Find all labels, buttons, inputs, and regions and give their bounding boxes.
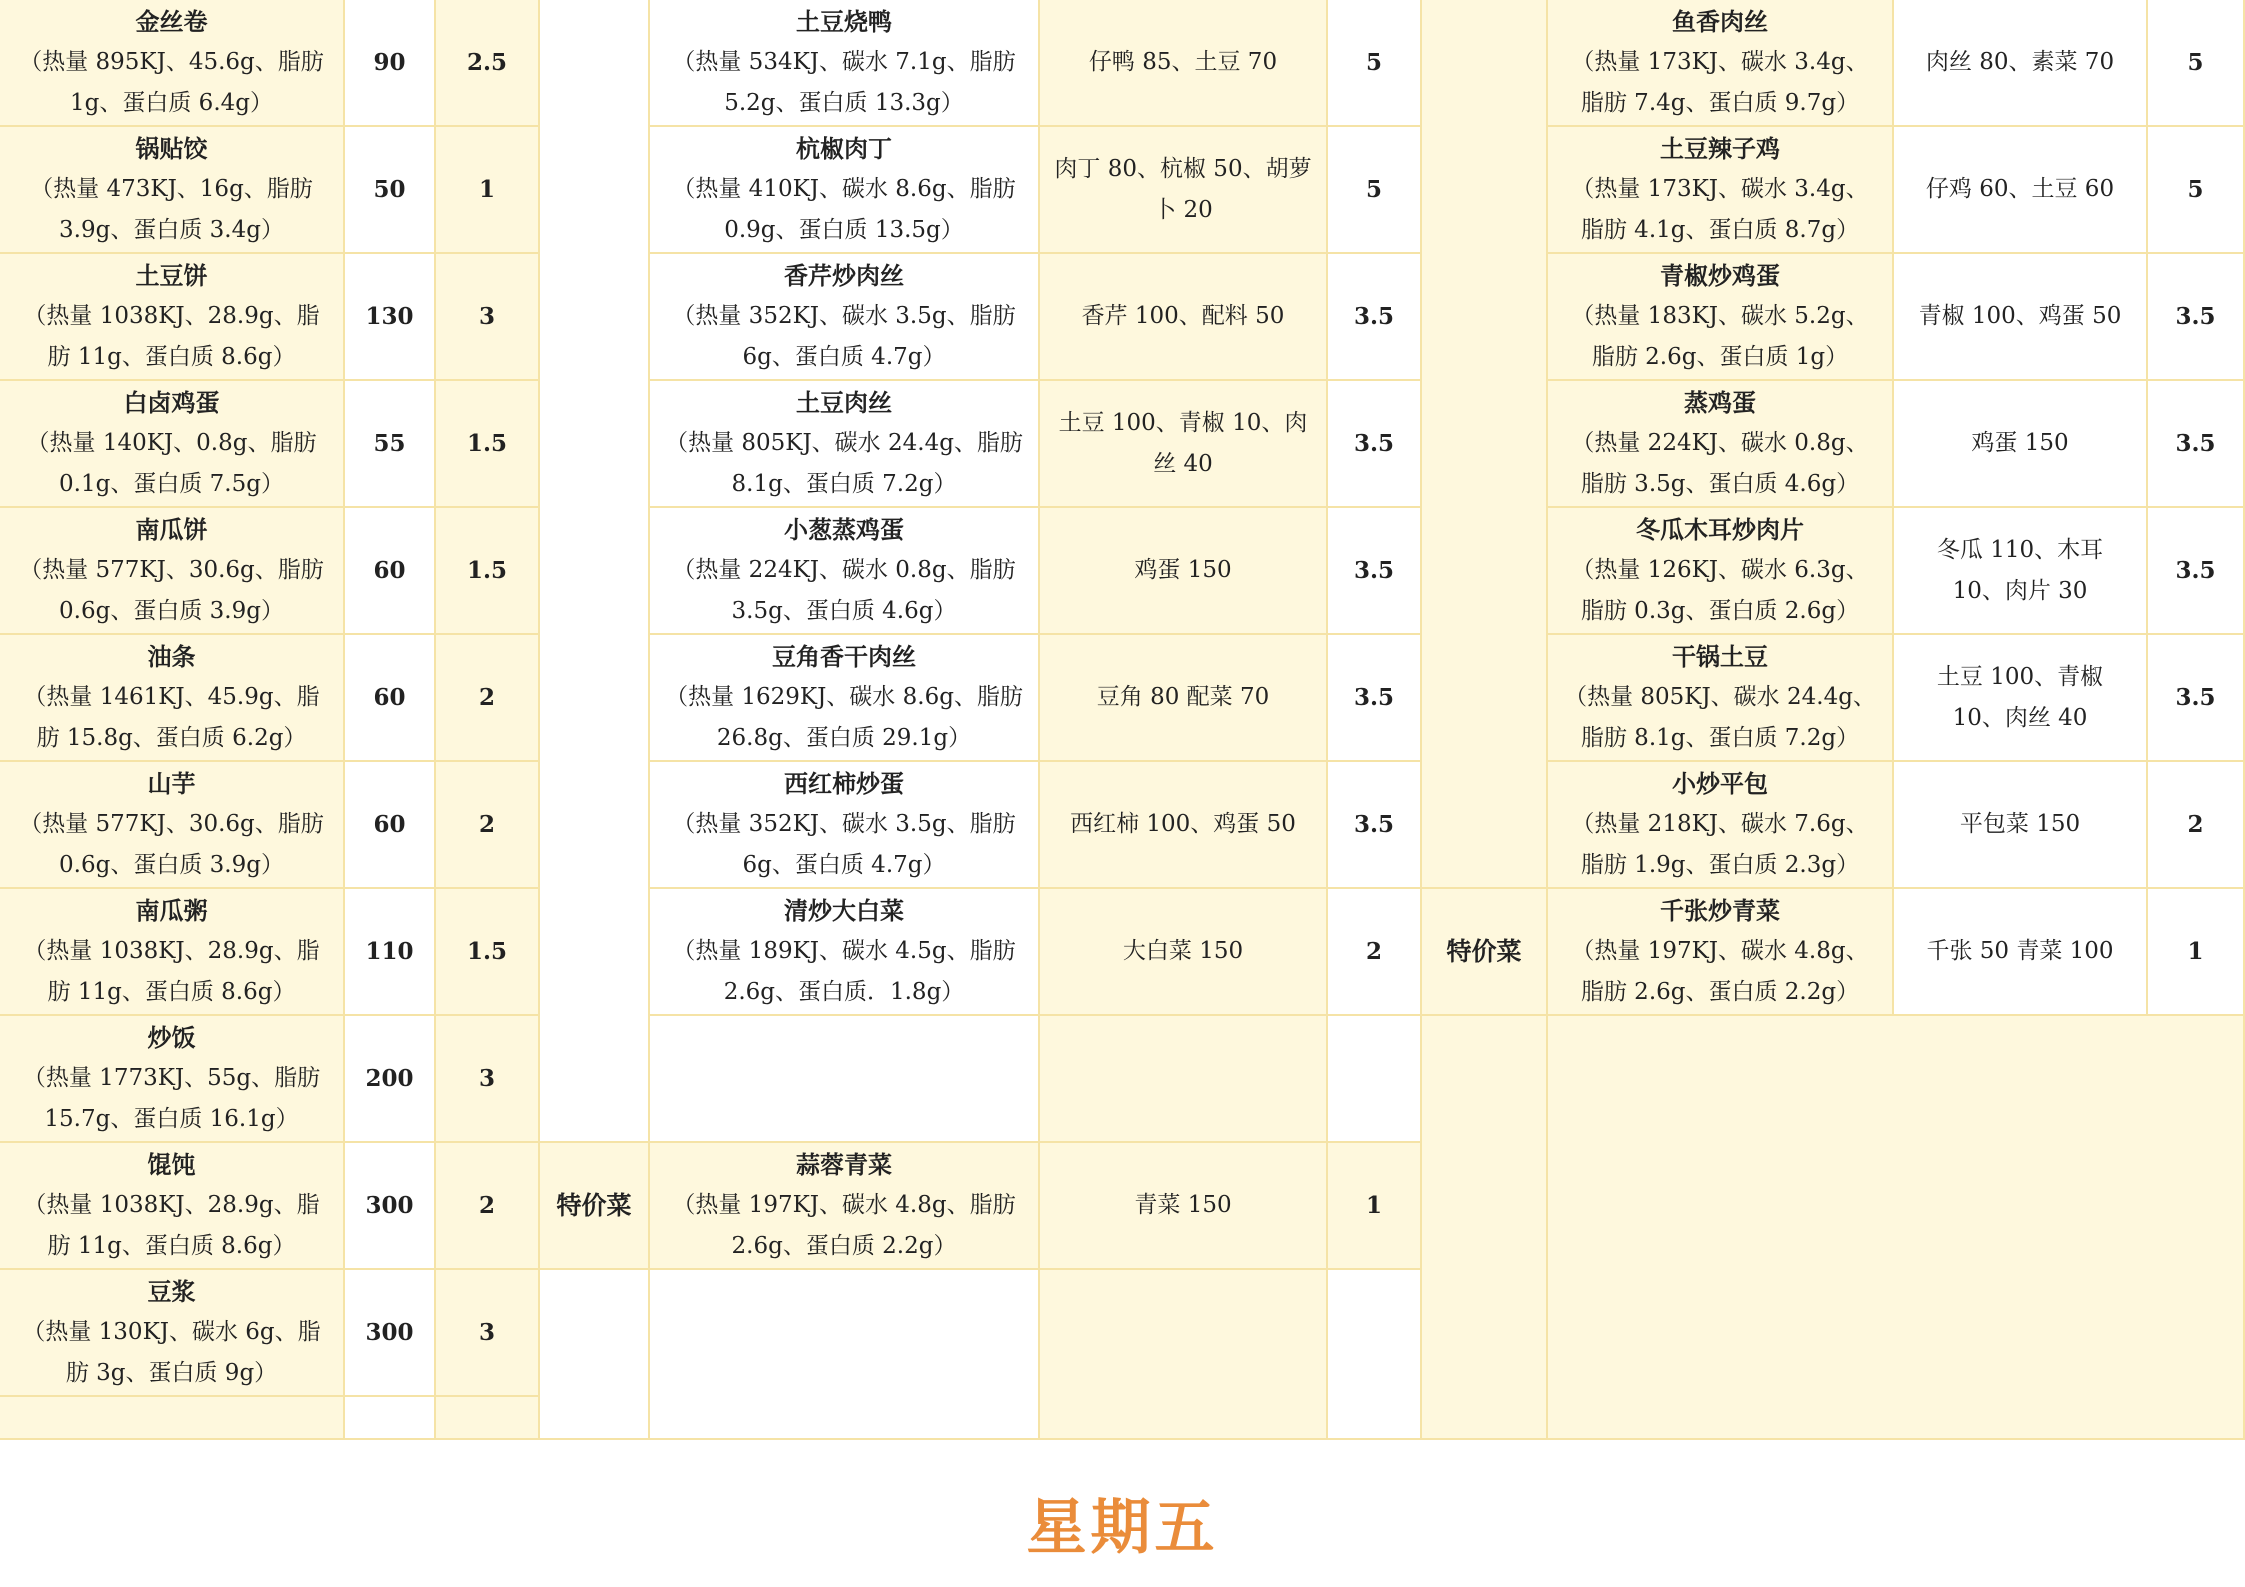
price-value: 3.5 [2175, 557, 2216, 584]
ingredient-cell [1040, 635, 1328, 762]
price-cell [2148, 254, 2245, 381]
weight-value: 200 [365, 1065, 414, 1092]
price-value: 3.5 [1353, 303, 1394, 330]
weight-value: 300 [365, 1319, 414, 1346]
ingredient-cell [1894, 762, 2148, 889]
dish-cell [650, 635, 1040, 762]
price-cell [436, 889, 540, 1016]
dish-cell [0, 0, 345, 127]
price-value: 3.5 [1353, 811, 1394, 838]
dish-nutrition: （热量 183KJ、碳水 5.2g、脂肪 2.6g、蛋白质 1g） [1571, 303, 1869, 370]
weight-cell [345, 889, 436, 1016]
empty-cell [0, 1397, 345, 1440]
dish-cell [1548, 254, 1894, 381]
dish-cell [0, 381, 345, 508]
price-cell [436, 1270, 540, 1397]
price-cell [436, 381, 540, 508]
dish-name: 青椒炒鸡蛋 [1660, 261, 1780, 290]
ingredient-text: 香芹 100、配料 50 [1081, 303, 1285, 329]
price-value: 1 [2187, 938, 2204, 965]
dish-name: 白卤鸡蛋 [123, 388, 220, 417]
ingredient-cell [1894, 0, 2148, 127]
ingredient-text: 土豆 100、青椒 10、肉丝 40 [1058, 409, 1308, 477]
weight-cell [345, 381, 436, 508]
dish-nutrition: （热量 473KJ、16g、脂肪 3.9g、蛋白质 3.4g） [30, 176, 313, 243]
weight-cell [345, 762, 436, 889]
price-value: 1 [1365, 1192, 1382, 1219]
price-value: 2.5 [466, 49, 507, 76]
dish-nutrition: （热量 126KJ、碳水 6.3g、脂肪 0.3g、蛋白质 2.6g） [1571, 557, 1869, 624]
price-value: 3.5 [2175, 303, 2216, 330]
dish-nutrition: （热量 224KJ、碳水 0.8g、脂肪 3.5g、蛋白质 4.6g） [1571, 430, 1869, 497]
weight-value: 55 [373, 430, 406, 457]
dish-name: 南瓜饼 [135, 515, 208, 544]
price-cell [436, 762, 540, 889]
dish-name: 土豆饼 [135, 261, 208, 290]
weight-value: 60 [373, 557, 406, 584]
dish-name: 土豆肉丝 [796, 388, 892, 417]
dish-nutrition: （热量 1038KJ、28.9g、脂肪 11g、蛋白质 8.6g） [23, 938, 320, 1005]
dish-cell [0, 889, 345, 1016]
empty-cell [650, 1270, 1040, 1440]
price-value: 3.5 [1353, 557, 1394, 584]
dish-name: 锅贴饺 [135, 134, 208, 163]
ingredient-text: 仔鸡 60、土豆 60 [1925, 176, 2115, 202]
price-value: 3.5 [1353, 430, 1394, 457]
dish-nutrition: （热量 895KJ、45.6g、脂肪 1g、蛋白质 6.4g） [19, 49, 324, 116]
weight-cell [345, 1016, 436, 1143]
price-cell [436, 0, 540, 127]
ingredient-cell [1040, 0, 1328, 127]
weight-cell [345, 254, 436, 381]
dish-name: 小炒平包 [1672, 769, 1768, 798]
dish-nutrition: （热量 352KJ、碳水 3.5g、脂肪 6g、蛋白质 4.7g） [672, 303, 1016, 370]
special-label-cell [540, 1143, 650, 1270]
special-label-cell [1422, 889, 1548, 1016]
empty-cell [436, 1397, 540, 1440]
label-cell [1422, 1016, 1548, 1440]
ingredient-text: 鸡蛋 150 [1134, 557, 1232, 583]
dish-nutrition: （热量 130KJ、碳水 6g、脂肪 3g、蛋白质 9g） [22, 1319, 321, 1386]
label-cell [540, 0, 650, 1143]
price-value: 5 [2187, 49, 2204, 76]
price-value: 5 [2187, 176, 2204, 203]
dish-cell [1548, 635, 1894, 762]
weight-value: 110 [365, 938, 414, 965]
weight-cell [345, 508, 436, 635]
dish-nutrition: （热量 173KJ、碳水 3.4g、脂肪 7.4g、蛋白质 9.7g） [1571, 49, 1869, 116]
price-cell [1328, 0, 1422, 127]
dish-nutrition: （热量 140KJ、0.8g、脂肪 0.1g、蛋白质 7.5g） [26, 430, 317, 497]
weight-cell [345, 0, 436, 127]
dish-cell [0, 762, 345, 889]
ingredient-cell [1040, 762, 1328, 889]
dish-cell [0, 635, 345, 762]
dish-nutrition: （热量 805KJ、碳水 24.4g、脂肪 8.1g、蛋白质 7.2g） [665, 430, 1023, 497]
dish-nutrition: （热量 189KJ、碳水 4.5g、脂肪 2.6g、蛋白质．1.8g） [672, 938, 1016, 1005]
price-value: 3 [478, 1065, 495, 1092]
ingredient-cell [1040, 508, 1328, 635]
weight-value: 300 [365, 1192, 414, 1219]
dish-name: 小葱蒸鸡蛋 [784, 515, 904, 544]
day-title: 星期五 [1026, 1493, 1219, 1563]
dish-nutrition: （热量 577KJ、30.6g、脂肪 0.6g、蛋白质 3.9g） [19, 811, 324, 878]
weight-cell [345, 635, 436, 762]
price-cell [1328, 1143, 1422, 1270]
price-value: 5 [1365, 176, 1382, 203]
dish-name: 山芋 [147, 769, 196, 798]
ingredient-text: 冬瓜 110、木耳 10、肉片 30 [1936, 536, 2104, 604]
dish-name: 西红柿炒蛋 [784, 769, 904, 798]
weight-value: 90 [373, 49, 406, 76]
empty-cell [1040, 1016, 1328, 1143]
ingredient-text: 大白菜 150 [1122, 938, 1244, 964]
dish-name: 豆浆 [147, 1277, 196, 1306]
price-value: 2 [478, 684, 495, 711]
dish-name: 土豆辣子鸡 [1660, 134, 1780, 163]
dish-cell [0, 1270, 345, 1397]
price-cell [436, 635, 540, 762]
label-cell [1422, 0, 1548, 889]
ingredient-text: 仔鸭 85、土豆 70 [1088, 49, 1278, 75]
dish-cell [1548, 762, 1894, 889]
dish-name: 香芹炒肉丝 [784, 261, 904, 290]
weight-value: 60 [373, 684, 406, 711]
weight-value: 130 [365, 303, 414, 330]
ingredient-text: 豆角 80 配菜 70 [1096, 684, 1270, 710]
dish-nutrition: （热量 218KJ、碳水 7.6g、脂肪 1.9g、蛋白质 2.3g） [1571, 811, 1869, 878]
price-cell [436, 254, 540, 381]
dish-cell [0, 254, 345, 381]
dish-nutrition: （热量 1773KJ、55g、脂肪 15.7g、蛋白质 16.1g） [22, 1065, 321, 1132]
ingredient-cell [1040, 889, 1328, 1016]
dish-cell [1548, 508, 1894, 635]
price-cell [2148, 508, 2245, 635]
price-cell [2148, 127, 2245, 254]
ingredient-cell [1894, 508, 2148, 635]
dish-name: 土豆烧鸭 [796, 7, 892, 36]
price-value: 2 [478, 1192, 495, 1219]
ingredient-cell [1894, 127, 2148, 254]
empty-cell [345, 1397, 436, 1440]
price-value: 3.5 [1353, 684, 1394, 711]
ingredient-cell [1040, 127, 1328, 254]
price-value: 2 [478, 811, 495, 838]
ingredient-cell [1894, 635, 2148, 762]
price-cell [2148, 762, 2245, 889]
price-cell [436, 1143, 540, 1270]
dish-cell [1548, 889, 1894, 1016]
empty-cell [1328, 1016, 1422, 1143]
price-cell [436, 1016, 540, 1143]
price-cell [436, 127, 540, 254]
dish-nutrition: （热量 805KJ、碳水 24.4g、脂肪 8.1g、蛋白质 7.2g） [1564, 684, 1876, 751]
dish-nutrition: （热量 224KJ、碳水 0.8g、脂肪 3.5g、蛋白质 4.6g） [672, 557, 1016, 624]
ingredient-text: 肉丝 80、素菜 70 [1925, 49, 2115, 75]
dish-nutrition: （热量 534KJ、碳水 7.1g、脂肪 5.2g、蛋白质 13.3g） [672, 49, 1016, 116]
empty-cell [540, 1270, 650, 1440]
dish-cell [1548, 127, 1894, 254]
dish-nutrition: （热量 577KJ、30.6g、脂肪 0.6g、蛋白质 3.9g） [19, 557, 324, 624]
dish-name: 炒饭 [147, 1023, 196, 1052]
empty-cell [1328, 1270, 1422, 1440]
price-cell [1328, 381, 1422, 508]
price-value: 3.5 [2175, 430, 2216, 457]
weight-cell [345, 1270, 436, 1397]
ingredient-cell [1040, 254, 1328, 381]
dish-cell [0, 1016, 345, 1143]
dish-name: 馄饨 [147, 1150, 196, 1179]
ingredient-text: 平包菜 150 [1959, 811, 2081, 837]
dish-nutrition: （热量 352KJ、碳水 3.5g、脂肪 6g、蛋白质 4.7g） [672, 811, 1016, 878]
dish-name: 豆角香干肉丝 [772, 642, 916, 671]
ingredient-text: 肉丁 80、杭椒 50、胡萝卜 20 [1054, 155, 1312, 223]
dish-nutrition: （热量 1629KJ、碳水 8.6g、脂肪 26.8g、蛋白质 29.1g） [665, 684, 1023, 751]
dish-name: 南瓜粥 [135, 896, 208, 925]
dish-nutrition: （热量 1038KJ、28.9g、脂肪 11g、蛋白质 8.6g） [23, 303, 320, 370]
weight-value: 60 [373, 811, 406, 838]
dish-name: 杭椒肉丁 [796, 134, 892, 163]
price-value: 3.5 [2175, 684, 2216, 711]
special-label: 特价菜 [1446, 937, 1522, 966]
ingredient-cell [1040, 381, 1328, 508]
ingredient-cell [1894, 381, 2148, 508]
price-cell [1328, 889, 1422, 1016]
dish-name: 油条 [147, 642, 196, 671]
weight-value: 50 [373, 176, 406, 203]
empty-block [1548, 1016, 2245, 1440]
price-cell [1328, 508, 1422, 635]
dish-cell [650, 1143, 1040, 1270]
price-value: 1.5 [466, 430, 507, 457]
ingredient-text: 土豆 100、青椒 10、肉丝 40 [1936, 663, 2104, 731]
ingredient-cell [1894, 254, 2148, 381]
dish-cell [650, 889, 1040, 1016]
dish-name: 鱼香肉丝 [1672, 7, 1768, 36]
price-cell [2148, 889, 2245, 1016]
dish-nutrition: （热量 410KJ、碳水 8.6g、脂肪 0.9g、蛋白质 13.5g） [672, 176, 1016, 243]
ingredient-cell [1040, 1143, 1328, 1270]
dish-nutrition: （热量 1461KJ、45.9g、脂肪 15.8g、蛋白质 6.2g） [23, 684, 320, 751]
dish-name: 千张炒青菜 [1660, 896, 1780, 925]
dish-cell [650, 381, 1040, 508]
ingredient-text: 青椒 100、鸡蛋 50 [1918, 303, 2122, 329]
ingredient-text: 鸡蛋 150 [1971, 430, 2069, 456]
special-label: 特价菜 [556, 1191, 632, 1220]
dish-name: 金丝卷 [135, 7, 208, 36]
dish-cell [1548, 0, 1894, 127]
dish-cell [650, 127, 1040, 254]
weight-cell [345, 127, 436, 254]
ingredient-text: 千张 50 青菜 100 [1926, 938, 2114, 964]
price-cell [1328, 635, 1422, 762]
dish-cell [650, 508, 1040, 635]
dish-name: 蒸鸡蛋 [1684, 388, 1756, 417]
price-value: 2 [1365, 938, 1382, 965]
dish-nutrition: （热量 173KJ、碳水 3.4g、脂肪 4.1g、蛋白质 8.7g） [1571, 176, 1869, 243]
dish-name: 干锅土豆 [1672, 642, 1768, 671]
ingredient-text: 青菜 150 [1134, 1192, 1232, 1218]
dish-nutrition: （热量 1038KJ、28.9g、脂肪 11g、蛋白质 8.6g） [23, 1192, 320, 1259]
dish-cell [0, 127, 345, 254]
price-cell [1328, 127, 1422, 254]
price-value: 1 [478, 176, 495, 203]
dish-name: 蒜蓉青菜 [796, 1150, 892, 1179]
dish-cell [0, 508, 345, 635]
empty-cell [1040, 1270, 1328, 1440]
dish-cell [650, 762, 1040, 889]
price-cell [2148, 635, 2245, 762]
price-value: 5 [1365, 49, 1382, 76]
ingredient-text: 西红柿 100、鸡蛋 50 [1070, 811, 1296, 837]
price-value: 2 [2187, 811, 2204, 838]
price-cell [2148, 381, 2245, 508]
price-cell [2148, 0, 2245, 127]
dish-cell [0, 1143, 345, 1270]
price-value: 1.5 [466, 938, 507, 965]
dish-nutrition: （热量 197KJ、碳水 4.8g、脂肪 2.6g、蛋白质 2.2g） [672, 1192, 1016, 1259]
price-value: 3 [478, 303, 495, 330]
dish-name: 冬瓜木耳炒肉片 [1636, 515, 1804, 544]
price-value: 1.5 [466, 557, 507, 584]
empty-cell [650, 1016, 1040, 1143]
dish-name: 清炒大白菜 [784, 896, 904, 925]
price-value: 3 [478, 1319, 495, 1346]
ingredient-cell [1894, 889, 2148, 1016]
price-cell [1328, 762, 1422, 889]
price-cell [436, 508, 540, 635]
dish-cell [650, 254, 1040, 381]
dish-nutrition: （热量 197KJ、碳水 4.8g、脂肪 2.6g、蛋白质 2.2g） [1571, 938, 1869, 1005]
weight-cell [345, 1143, 436, 1270]
price-cell [1328, 254, 1422, 381]
dish-cell [650, 0, 1040, 127]
dish-cell [1548, 381, 1894, 508]
